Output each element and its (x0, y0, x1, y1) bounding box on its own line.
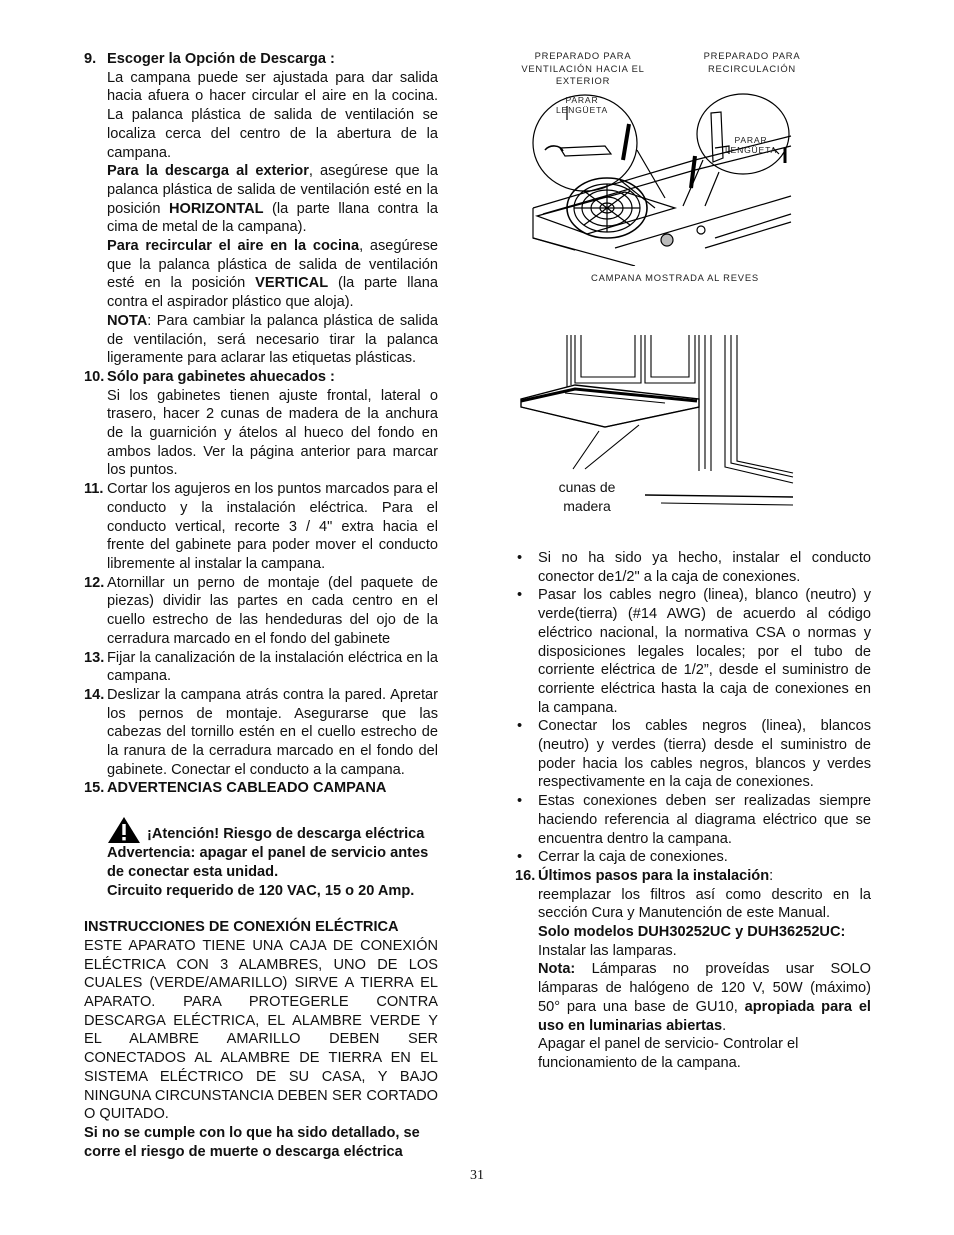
step-text: Fijar la canalización de la instalación eléctrica en la campana. (107, 649, 438, 685)
step-number: 9. (84, 51, 97, 67)
bullet-item: • Pasar los cables negro (linea), blanco (neutro) y verde(tierra) (#14 AWG) de acuerdo al código eléctrico nacional, la normativa CSA o normas y disposiciones legales locales; por el tubo de corriente eléctrica de 1/2”, desde el suministro de corriente eléctrica hasta la caja de conexiones en la campana. (517, 587, 871, 716)
step-number: 12. (84, 574, 105, 591)
bullet-item: • Conectar los cables negros (linea), blancos (neutro) y verdes (tierra) desde el suministro de poder hacia los cables negros, blancos y verdes respectivamente en la caja de conexiones. (517, 718, 871, 791)
circuit-requirement: Circuito requerido de 120 VAC, 15 o 20 Amp. (107, 882, 415, 899)
step-number: 13. (84, 649, 105, 666)
page-number: 31 (470, 1168, 484, 1183)
wood-cradles-label: cunas de madera (558, 479, 616, 514)
step-13 (84, 649, 438, 686)
step-title: Últimos pasos para la instalación (538, 867, 770, 884)
warning-title: ¡Atención! Riesgo de descarga eléctrica (147, 826, 425, 843)
figure-caption: CAMPANA MOSTRADA AL REVES (591, 272, 759, 283)
warning-block (84, 816, 438, 900)
bullet-item: • Cerrar la caja de conexiones. (517, 849, 728, 866)
step-text: Apagar el panel de servicio- Controlar el funcionamiento de la campana. (538, 1036, 799, 1071)
tab-label-left: PARAR LENGÜETA (555, 95, 609, 115)
step-16: 16. Últimos pasos para la instalación: reemplazar los filtros así como descrito en la sección Cura y Manutención de este Manual. Solo modelos DUH30252UC y DUH36252UC: Instalar las lamparas. Nota: Lámparas no proveídas usar SOLO lámparas de halógeno de 120 V, 50W (máximo) 50° para una base de GU10, apropiada para el uso en luminarias abiertas. Apagar el panel de servicio- Controlar el funcionamiento de la campana. (515, 867, 871, 1071)
step-11 (84, 480, 438, 574)
step-text: Instalar las lamparas. (538, 942, 677, 959)
tab-label-right: PARAR LENGÜETA (724, 135, 778, 155)
step-number: 16. (515, 867, 536, 884)
step-number: 11. (84, 481, 104, 498)
step-number: 10. (84, 368, 105, 385)
step-text: Deslizar la campana atrás contra la pared. Apretar los pernos de montaje. Asegurarse que las cabezas del tornillo estén en el cuello estrecho de la ranura de la cerradura marcado en el fondo del gabinete. Conectar el conducto a la campana. (107, 686, 438, 778)
right-column (515, 549, 871, 1073)
warning-text: Advertencia: apagar el panel de servicio antes de conectar esta unidad. (107, 845, 429, 880)
step-number: 15. (84, 780, 105, 797)
step-12 (84, 574, 438, 649)
step-14 (84, 686, 438, 780)
warning-triangle-icon (107, 816, 141, 844)
model-note: Solo modelos DUH30252UC y DUH36252UC: (538, 924, 846, 941)
instructions-text: ESTE APARATO TIENE UNA CAJA DE CONEXIÓN ELÉCTRICA CON 3 ALAMBRES, UNO DE LOS CUALES (VERDE/AMARILLO) SIRVE A TIERRA EL APARATO. PARA PROTEGERLE CONTRA DESCARGA ELÉCTRICA, EL ALAMBRE VERDE Y EL ALAMBRE AMARILLO DEBEN SER CONECTADOS AL ALAMBRE DE TIERRA EN EL SISTEMA ELÉCTRICO DE SU CASA, Y BAJO NINGUNA CIRCUNSTANCIA DEBEN SER CORTADO O QUITADO. (84, 937, 438, 1123)
note-text: NOTA: Para cambiar la palanca plástica de salida de ventilación, será necesario tirar la palanca ligeramente para aclarar las etiquetas plásticas. (107, 312, 438, 367)
left-column (84, 50, 438, 1161)
step-9 (84, 50, 438, 368)
step-title: Sólo para gabinetes ahuecados : (107, 368, 335, 385)
step-text: Atornillar un perno de montaje (del paquete de piezas) dividir las partes en cada centro en el cuello estrecho de las hendeduras del ojo de la cerradura marcado en el fondo del gabinete (107, 574, 438, 647)
step-title: Escoger la Opción de Descarga : (107, 51, 335, 67)
step-text: reemplazar los filtros así como descrito en la sección Cura y Manutención de este Manual. (538, 886, 871, 922)
step-text: Cortar los agujeros en los puntos marcados para el conducto y la instalación eléctrica. Para el conducto vertical, recorte 3 / 4" extra hacia el frente del gabinete para poder mover el conducto libremente al instalar la campana. (107, 481, 438, 572)
danger-statement: Si no se cumple con lo que ha sido detallado, se corre el riesgo de muerte o descarga eléctrica (84, 1124, 420, 1160)
step-number: 14. (84, 686, 105, 703)
bullet-item: • Estas conexiones deben ser realizadas siempre haciendo referencia al diagrama eléctrico que se encuentra dentro la campana. (517, 793, 871, 847)
step-text: La campana puede ser ajustada para dar salida hacia afuera o hacer circular el aire en la cocina. La palanca plástica de salida de ventilación se localiza cerca del centro de la abertura de la campana. (107, 69, 438, 161)
step-text: Para recircular el aire en la cocina, asegúrese que la palanca plástica de salida de ventilación esté en la posición VERTICAL (la parte llana contra el aspirador plástico que aloja). (107, 238, 439, 311)
step-title: ADVERTENCIAS CABLEADO CAMPANA (107, 780, 387, 797)
step-15 (84, 779, 438, 798)
label-exhaust-ready: PREPARADO PARA VENTILACIÓN HACIA EL EXTERIOR (521, 50, 645, 86)
bullet-item: • Si no ha sido ya hecho, instalar el conducto conector de1/2" a la caja de conexiones. (517, 550, 871, 585)
label-recirculation-ready: PREPARADO PARA RECIRCULACIÓN (703, 50, 801, 74)
section-title: INSTRUCCIONES DE CONEXIÓN ELÉCTRICA (84, 919, 399, 936)
step-10 (84, 368, 438, 480)
step-text: Para la descarga al exterior, asegúrese que la palanca plástica de salida de ventilación esté en la posición HORIZONTAL (la parte llana contra la cima de metal de la campana). (107, 163, 439, 236)
lamp-note: Nota: Lámparas no proveídas usar SOLO lámparas de halógeno de 120 V, 50W (máximo) 50° para una base de GU10, apropiada para el uso en luminarias abiertas. (538, 961, 871, 1034)
step-text: Si los gabinetes tienen ajuste frontal, lateral o trasero, hacer 2 cunas de madera de la anchura de la guarnición y átelos al hueco del fondo en ambos lados. Ver la página anterior para marcar los puntos. (107, 387, 438, 479)
